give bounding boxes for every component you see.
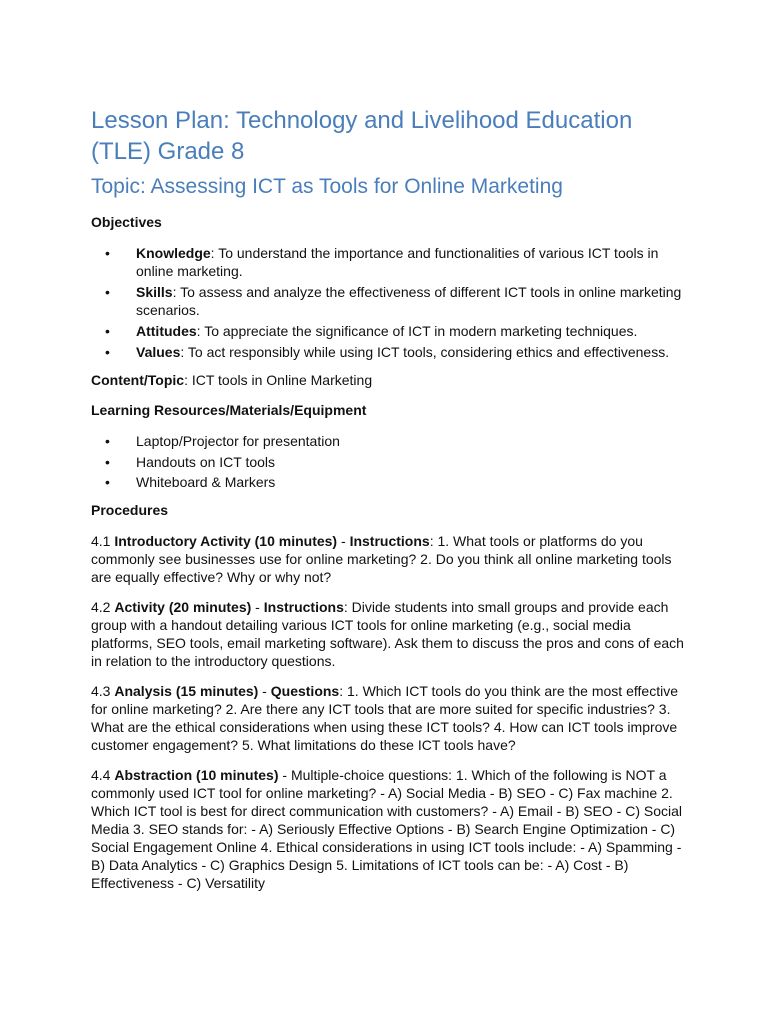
objective-text: : To assess and analyze the effectiveness of different ICT tools in online marketing scenarios. <box>136 284 682 318</box>
objectives-heading: Objectives <box>91 214 162 230</box>
page-title: Lesson Plan: Technology and Livelihood Education (TLE) Grade 8 <box>91 107 633 165</box>
resource-item: • Whiteboard & Markers <box>91 473 691 491</box>
procedure-text: : Divide students into small groups and provide each group with a handout detailing various ICT tools for online marketing (e.g., social media platforms, SEO tools, email marketing software). Ask them to discuss the pros and cons of each in relation to the introductory questions. <box>91 599 684 669</box>
objective-text: : To understand the importance and functionalities of various ICT tools in online marketing. <box>136 245 659 279</box>
procedure-number: 4.4 <box>91 767 115 783</box>
content-topic-label: Content/Topic <box>91 372 185 388</box>
objective-label: Knowledge <box>136 245 211 261</box>
procedure-separator: - <box>251 599 264 615</box>
objective-text: : To appreciate the significance of ICT in modern marketing techniques. <box>196 323 638 339</box>
resources-heading: Learning Resources/Materials/Equipment <box>91 402 367 418</box>
procedure-item <box>91 598 691 670</box>
procedure-text: Multiple-choice questions: 1. Which of the following is NOT a commonly used ICT tool for online marketing? - A) Social Media - B) SEO - C) Fax machine 2. Which ICT tool is best for direct communication with customers? - A) Email - B) SEO - C) Social Media 3. SEO stands for: - A) Seriously Effective Options - B) Search Engine Optimization - C) Social Engagement Online 4. Ethical considerations in using ICT tools include: - A) Spamming - B) Data Analytics - C) Graphics Design 5. Limitations of ICT tools can be: - A) Cost - B) Effectiveness - C) Versatility <box>91 767 683 891</box>
procedure-label: Instructions <box>263 599 344 615</box>
objective-text: : To act responsibly while using ICT tools, considering ethics and effectiveness. <box>180 344 670 360</box>
procedure-text: : 1. Which ICT tools do you think are the most effective for online marketing? 2. Are there any ICT tools that are more suited for specific industries? 3. What are the ethical considerations when using these ICT tools? 4. How can ICT tools improve customer engagement? 5. What limitations do these ICT tools have? <box>91 683 678 753</box>
objective-label: Skills <box>136 284 173 300</box>
procedure-number: 4.2 <box>91 599 115 615</box>
procedure-label: Questions <box>270 683 340 699</box>
procedure-separator: - <box>258 683 271 699</box>
procedure-separator: - <box>337 533 350 549</box>
objective-item <box>91 343 691 361</box>
procedure-title: Introductory Activity (10 minutes) <box>114 533 338 549</box>
topic-heading: Topic: Assessing ICT as Tools for Online Marketing <box>91 175 563 198</box>
procedure-number: 4.3 <box>91 683 115 699</box>
objective-item <box>91 283 691 319</box>
procedure-label: Instructions <box>349 533 430 549</box>
procedure-text: : 1. What tools or platforms do you commonly see businesses use for online marketing? 2. Do you think all online marketing tools are equally effective? Why or why not? <box>91 533 672 585</box>
procedure-item <box>91 532 691 586</box>
procedures-heading: Procedures <box>91 502 169 518</box>
procedure-item <box>91 766 691 892</box>
objective-item <box>91 244 691 280</box>
procedure-title: Abstraction (10 minutes) <box>114 767 279 783</box>
document-content <box>91 105 691 892</box>
objective-label: Attitudes <box>136 323 197 339</box>
procedure-title: Activity (20 minutes) <box>114 599 252 615</box>
procedure-item <box>91 682 691 754</box>
procedure-number: 4.1 <box>91 533 115 549</box>
content-topic-text: : ICT tools in Online Marketing <box>184 372 373 388</box>
procedure-separator: - <box>278 767 291 783</box>
resources-list <box>91 432 691 491</box>
objective-label: Values <box>136 344 181 360</box>
content-topic <box>91 371 691 389</box>
objective-item <box>91 322 691 340</box>
resource-item: • Handouts on ICT tools <box>91 453 691 471</box>
resource-item: • Laptop/Projector for presentation <box>91 432 691 450</box>
objectives-list <box>91 244 691 361</box>
procedure-title: Analysis (15 minutes) <box>114 683 259 699</box>
